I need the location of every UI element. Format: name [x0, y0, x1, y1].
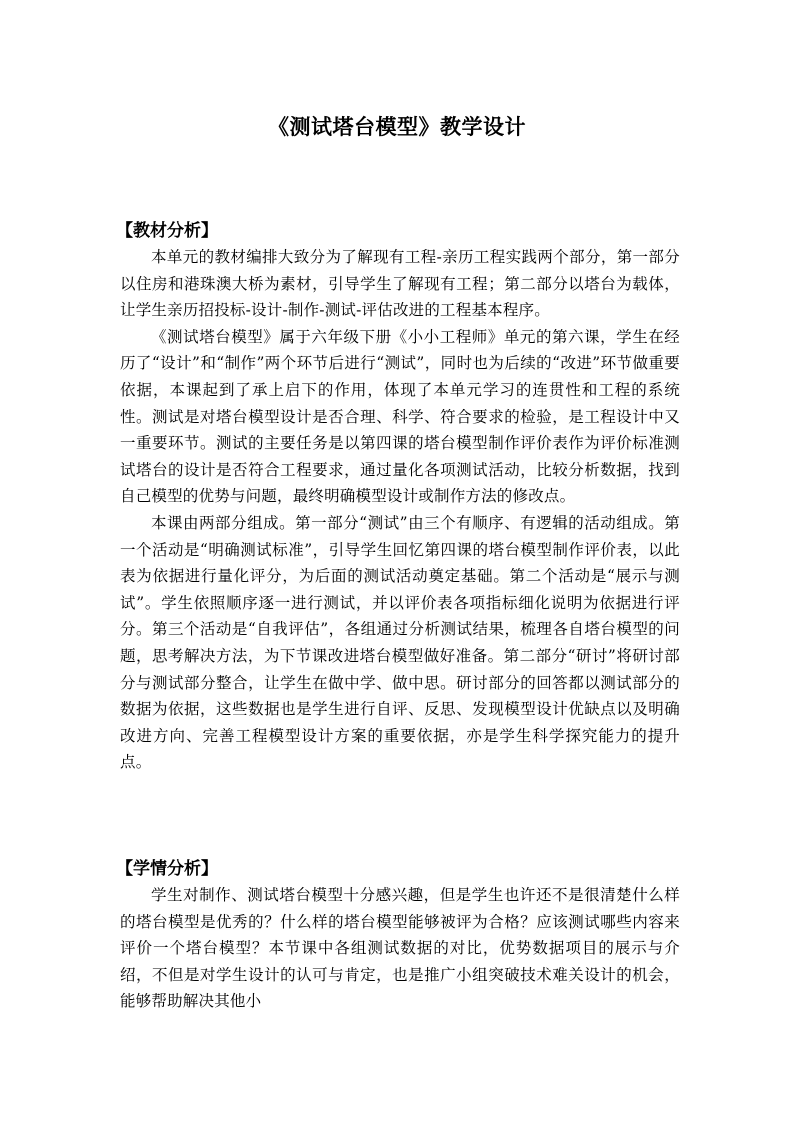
paragraph: 本课由两部分组成。第一部分“测试”由三个有顺序、有逻辑的活动组成。第一个活动是“明确测试标准”，引导学生回忆第四课的塔台模型制作评价表，以此表为依据进行量化评分，为后面的测试活动奠定基础。第二个活动是“展示与测试”。学生依照顺序逐一进行测试，并以评价表各项指标细化说明为依据进行评分。第三个活动是“自我评估”，各组通过分析测试结果，梳理各自塔台模型的问题，思考解决方法，为下节课改进塔台模型做好准备。第二部分“研讨”将研讨部分与测试部分整合，让学生在做中学、做中思。研讨部分的回答都以测试部分的数据为依据，这些数据也是学生进行自评、反思、发现模型设计优缺点以及明确改进方向、完善工程模型设计方案的重要依据，亦是学生科学探究能力的提升点。: [120, 513, 680, 772]
document-title: 《测试塔台模型》教学设计: [268, 114, 526, 139]
section-textbook-analysis: [116, 218, 680, 776]
paragraph: 《测试塔台模型》属于六年级下册《小小工程师》单元的第六课，学生在经历了“设计”和“制作”两个环节后进行“测试”，同时也为后续的“改进”环节做重要依据，本课起到了承上启下的作用，体现了本单元学习的连贯性和工程的系统性。测试是对塔台模型设计是否合理、科学、符合要求的检验，是工程设计中又一重要环节。测试的主要任务是以第四课的塔台模型制作评价表作为评价标准测试塔台的设计是否符合工程要求，通过量化各项测试活动，比较分析数据，找到自己模型的优势与问题，最终明确模型设计或制作方法的修改点。: [120, 327, 680, 506]
paragraph: 学生对制作、测试塔台模型十分感兴趣，但是学生也许还不是很清楚什么样的塔台模型是优秀的？什么样的塔台模型能够被评为合格？应该测试哪些内容来评价一个塔台模型？本节课中各组测试数据的对比，优势数据项目的展示与介绍，不但是对学生设计的认可与肯定，也是推广小组突破技术难关设计的机会，能够帮助解决其他小: [120, 886, 680, 1011]
section-heading: 【学情分析】: [116, 859, 218, 879]
section-heading: 【教材分析】: [116, 221, 218, 241]
section-student-analysis: [116, 856, 680, 1015]
paragraph: 本单元的教材编排大致分为了解现有工程-亲历工程实践两个部分，第一部分以住房和港珠澳大桥为素材，引导学生了解现有工程；第二部分以塔台为载体，让学生亲历招投标-设计-制作-测试-评估改进的工程基本程序。: [120, 248, 680, 320]
